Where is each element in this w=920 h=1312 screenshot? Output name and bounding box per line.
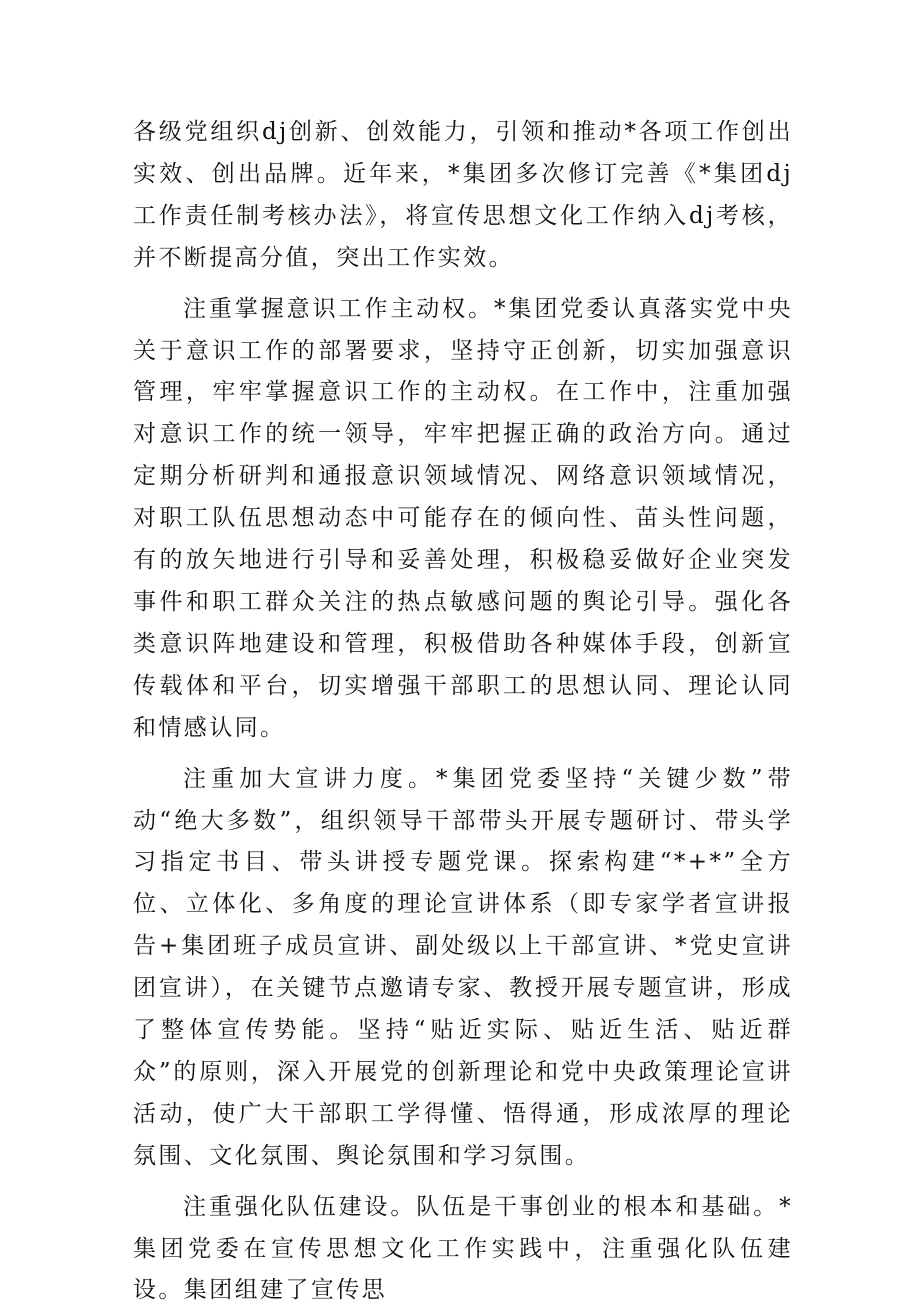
paragraph-team-building: 注重强化队伍建设。队伍是干事创业的根本和基础。*集团党委在宣传思想文化工作实践中，注重强化队伍建设。集团组建了宣传思 [133, 1193, 793, 1304]
paragraph-continued-intro: 各级党组织dj创新、创效能力，引领和推动*各项工作创出实效、创出品牌。近年来，*集团多次修订完善《*集团dj工作责任制考核办法》，将宣传思想文化工作纳入dj考核，并不断提高分值，突出工作实效。 [133, 119, 793, 271]
paragraph-publicity-lectures: 注重加大宣讲力度。*集团党委坚持“关键少数”带动“绝大多数”，组织领导干部带头开展专题研讨、带头学习指定书目、带头讲授专题党课。探索构建“*+*”全方位、立体化、多角度的理论宣讲体系（即专家学者宣讲报告+集团班子成员宣讲、副处级以上干部宣讲、*党史宣讲团宣讲），在关键节点邀请专家、教授开展专题宣讲，形成了整体宣传势能。坚持“贴近实际、贴近生活、贴近群众”的原则，深入开展党的创新理论和党中央政策理论宣讲活动，使广大干部职工学得懂、悟得通，形成浓厚的理论氛围、文化氛围、舆论氛围和学习氛围。 [133, 765, 793, 1169]
document-body [133, 112, 793, 1312]
paragraph-ideology-initiative: 注重掌握意识工作主动权。*集团党委认真落实党中央关于意识工作的部署要求，坚持守正创新，切实加强意识管理，牢牢掌握意识工作的主动权。在工作中，注重加强对意识工作的统一领导，牢牢把握正确的政治方向。通过定期分析研判和通报意识领域情况、网络意识领域情况，对职工队伍思想动态中可能存在的倾向性、苗头性问题，有的放矢地进行引导和妥善处理，积极稳妥做好企业突发事件和职工群众关注的热点敏感问题的舆论引导。强化各类意识阵地建设和管理，积极借助各种媒体手段，创新宣传载体和平台，切实增强干部职工的思想认同、理论认同和情感认同。 [133, 295, 793, 741]
